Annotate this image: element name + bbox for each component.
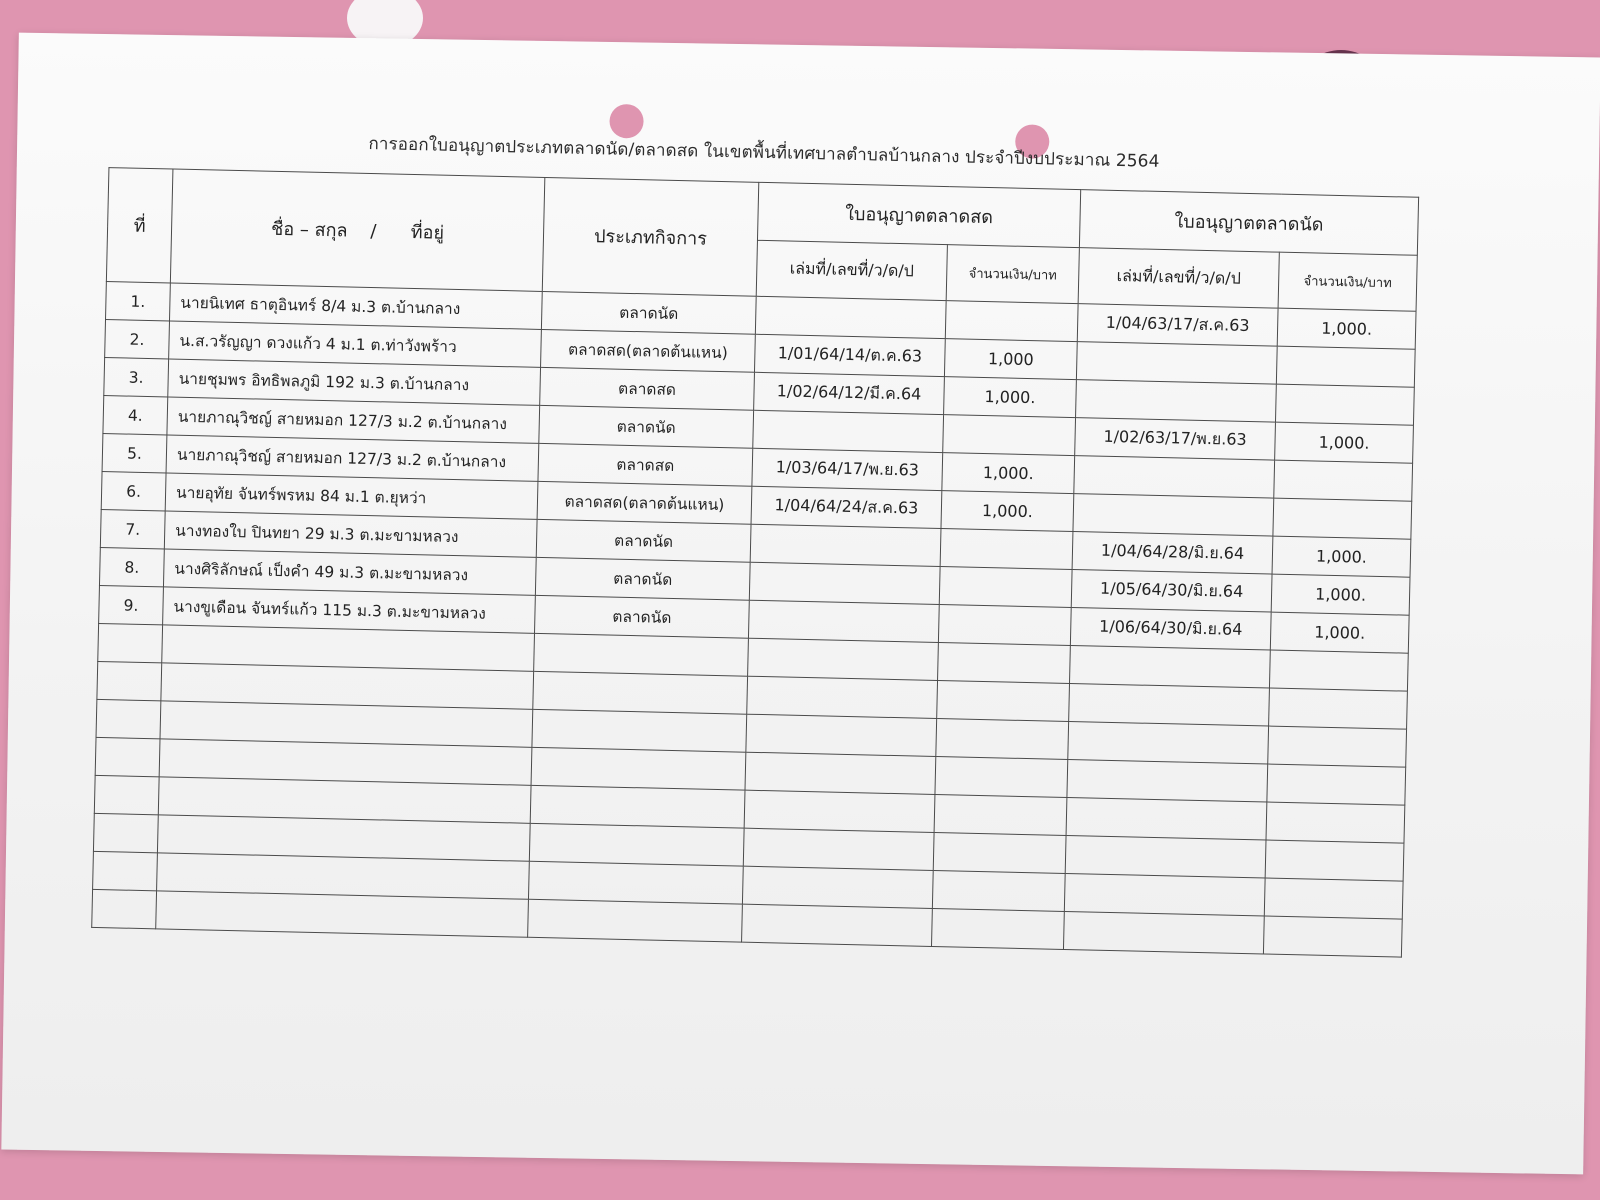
row-no: 4. xyxy=(103,396,168,435)
empty-cell xyxy=(96,699,161,738)
row-market-book xyxy=(1076,380,1277,423)
row-market-amount: 1,000. xyxy=(1270,612,1409,653)
empty-cell xyxy=(743,828,934,870)
row-market-amount xyxy=(1275,384,1414,425)
empty-cell xyxy=(742,904,933,946)
empty-cell xyxy=(92,889,157,928)
row-type: ตลาดนัด xyxy=(541,291,756,334)
empty-cell xyxy=(936,718,1069,759)
header-open-market: ใบอนุญาตตลาดนัด xyxy=(1079,190,1418,256)
row-no: 2. xyxy=(105,320,170,359)
row-market-book: 1/04/63/17/ส.ค.63 xyxy=(1077,304,1278,347)
row-name: นายภาณุวิชญ์ สายหมอก 127/3 ม.2 ต.บ้านกลาง xyxy=(166,435,539,481)
document-title: การออกใบอนุญาตประเภทตลาดนัด/ตลาดสด ในเขตพื้นที่เทศบาลตำบลบ้านกลาง ประจำปีงบประมาณ 2564 xyxy=(368,133,1160,172)
empty-cell xyxy=(1067,759,1268,802)
empty-cell xyxy=(1268,726,1407,767)
row-type: ตลาดสด(ตลาดต้นแหน) xyxy=(541,329,756,372)
row-name: นายนิเทศ ธาตุอินทร์ 8/4 ม.3 ต.บ้านกลาง xyxy=(169,283,542,329)
row-no: 3. xyxy=(104,358,169,397)
header-fresh-amount: จำนวนเงิน/บาท xyxy=(946,245,1079,304)
permit-table xyxy=(91,167,1419,958)
empty-cell xyxy=(532,709,747,752)
row-fresh-book: 1/02/64/12/มี.ค.64 xyxy=(754,372,945,414)
row-fresh-book: 1/01/64/14/ต.ค.63 xyxy=(754,334,945,376)
row-market-book xyxy=(1074,456,1275,499)
empty-cell xyxy=(932,870,1065,911)
empty-cell xyxy=(1265,840,1404,881)
empty-cell xyxy=(156,891,529,937)
empty-cell xyxy=(935,756,1068,797)
row-type: ตลาดนัด xyxy=(535,557,750,600)
empty-cell xyxy=(1063,911,1264,954)
row-market-amount: 1,000. xyxy=(1271,574,1410,615)
empty-cell xyxy=(1065,835,1266,878)
row-fresh-book xyxy=(753,410,944,452)
row-fresh-book xyxy=(748,600,939,642)
empty-cell xyxy=(938,643,1071,684)
row-no: 9. xyxy=(99,585,164,624)
row-no: 5. xyxy=(102,434,167,473)
row-fresh-amount: 1,000. xyxy=(941,491,1074,532)
row-type: ตลาดนัด xyxy=(535,595,750,638)
row-name: นายชุมพร อิทธิพลภูมิ 192 ม.3 ต.บ้านกลาง xyxy=(168,359,541,405)
row-no: 1. xyxy=(106,282,171,321)
row-fresh-amount: 1,000. xyxy=(944,377,1077,418)
row-name: นายภาณุวิชญ์ สายหมอก 127/3 ม.2 ต.บ้านกลาง xyxy=(167,397,540,443)
row-no: 6. xyxy=(101,472,166,511)
row-name: นางทองใบ ปินทยา 29 ม.3 ต.มะขามหลวง xyxy=(164,511,537,557)
empty-cell xyxy=(1269,688,1408,729)
row-name: นางขูเดือน จันทร์แก้ว 115 ม.3 ต.มะขามหลวง xyxy=(163,587,536,633)
empty-cell xyxy=(534,633,749,676)
empty-cell xyxy=(533,671,748,714)
header-market-book: เล่มที่/เลขที่/ว/ด/ป xyxy=(1078,248,1279,309)
empty-cell xyxy=(933,832,1066,873)
row-market-amount xyxy=(1274,460,1413,501)
header-business: ประเภทกิจการ xyxy=(542,177,759,296)
row-name: นายอุทัย จันทร์พรหม 84 ม.1 ต.ยุหว่า xyxy=(165,473,538,519)
empty-cell xyxy=(93,813,158,852)
empty-cell xyxy=(1068,721,1269,764)
row-market-book xyxy=(1073,494,1274,537)
empty-cell xyxy=(93,851,158,890)
row-fresh-book: 1/04/64/24/ส.ค.63 xyxy=(751,486,942,528)
empty-cell xyxy=(1269,650,1408,691)
row-type: ตลาดสด xyxy=(540,367,755,410)
empty-cell xyxy=(1267,764,1406,805)
row-no: 8. xyxy=(99,547,164,586)
paper-sheet xyxy=(1,33,1600,1175)
row-type: ตลาดนัด xyxy=(539,405,754,448)
row-type: ตลาดนัด xyxy=(536,519,751,562)
row-name: นางศิริลักษณ์ เป็งคำ 49 ม.3 ต.มะขามหลวง xyxy=(163,549,536,595)
row-fresh-book xyxy=(750,524,941,566)
empty-cell xyxy=(1064,873,1265,916)
empty-cell xyxy=(531,747,746,790)
empty-cell xyxy=(1070,646,1271,689)
header-no: ที่ xyxy=(106,168,173,283)
empty-cell xyxy=(529,823,744,866)
row-market-book: 1/05/64/30/มิ.ย.64 xyxy=(1071,570,1272,613)
row-market-book: 1/02/63/17/พ.ย.63 xyxy=(1075,418,1276,461)
row-fresh-amount xyxy=(940,529,1073,570)
row-fresh-amount xyxy=(943,415,1076,456)
row-market-amount xyxy=(1276,346,1415,387)
row-fresh-amount: 1,000 xyxy=(944,339,1077,380)
empty-cell xyxy=(530,785,745,828)
header-fresh-book: เล่มที่/เลขที่/ว/ด/ป xyxy=(756,240,947,300)
empty-cell xyxy=(1066,797,1267,840)
row-fresh-amount: 1,000. xyxy=(942,453,1075,494)
empty-cell xyxy=(1264,878,1403,919)
row-type: ตลาดสด xyxy=(538,443,753,486)
empty-cell xyxy=(1263,916,1402,957)
empty-cell xyxy=(97,661,162,700)
row-fresh-book: 1/03/64/17/พ.ย.63 xyxy=(752,448,943,490)
header-name: ชื่อ – สกุล / ที่อยู่ xyxy=(170,169,544,291)
empty-cell xyxy=(748,638,939,680)
sheet-hole-left xyxy=(609,104,644,139)
row-market-amount: 1,000. xyxy=(1272,536,1411,577)
empty-cell xyxy=(746,714,937,756)
empty-cell xyxy=(931,908,1064,949)
empty-cell xyxy=(937,681,1070,722)
empty-cell xyxy=(747,676,938,718)
empty-cell xyxy=(94,775,159,814)
row-name: น.ส.วรัญญา ดวงแก้ว 4 ม.1 ต.ท่าวังพร้าว xyxy=(169,321,542,367)
empty-cell xyxy=(1266,802,1405,843)
row-no: 7. xyxy=(100,509,165,548)
empty-cell xyxy=(95,737,160,776)
empty-cell xyxy=(528,861,743,904)
row-fresh-book xyxy=(755,296,946,338)
empty-cell xyxy=(98,623,163,662)
header-market-amount: จำนวนเงิน/บาท xyxy=(1278,252,1417,311)
row-fresh-amount xyxy=(939,567,1072,608)
row-market-book xyxy=(1076,342,1277,385)
row-market-book: 1/06/64/30/มิ.ย.64 xyxy=(1070,608,1271,651)
empty-cell xyxy=(742,866,933,908)
row-fresh-amount xyxy=(945,301,1078,342)
row-market-amount: 1,000. xyxy=(1277,308,1416,349)
row-fresh-book xyxy=(749,562,940,604)
row-market-book: 1/04/64/28/มิ.ย.64 xyxy=(1072,532,1273,575)
row-market-amount xyxy=(1273,498,1412,539)
header-fresh-market: ใบอนุญาตตลาดสด xyxy=(757,182,1080,247)
empty-cell xyxy=(744,790,935,832)
row-type: ตลาดสด(ตลาดต้นแหน) xyxy=(537,481,752,524)
empty-cell xyxy=(745,752,936,794)
row-fresh-amount xyxy=(938,605,1071,646)
empty-cell xyxy=(528,899,743,942)
empty-cell xyxy=(934,794,1067,835)
empty-cell xyxy=(1069,684,1270,727)
document xyxy=(91,124,1419,958)
row-market-amount: 1,000. xyxy=(1275,422,1414,463)
